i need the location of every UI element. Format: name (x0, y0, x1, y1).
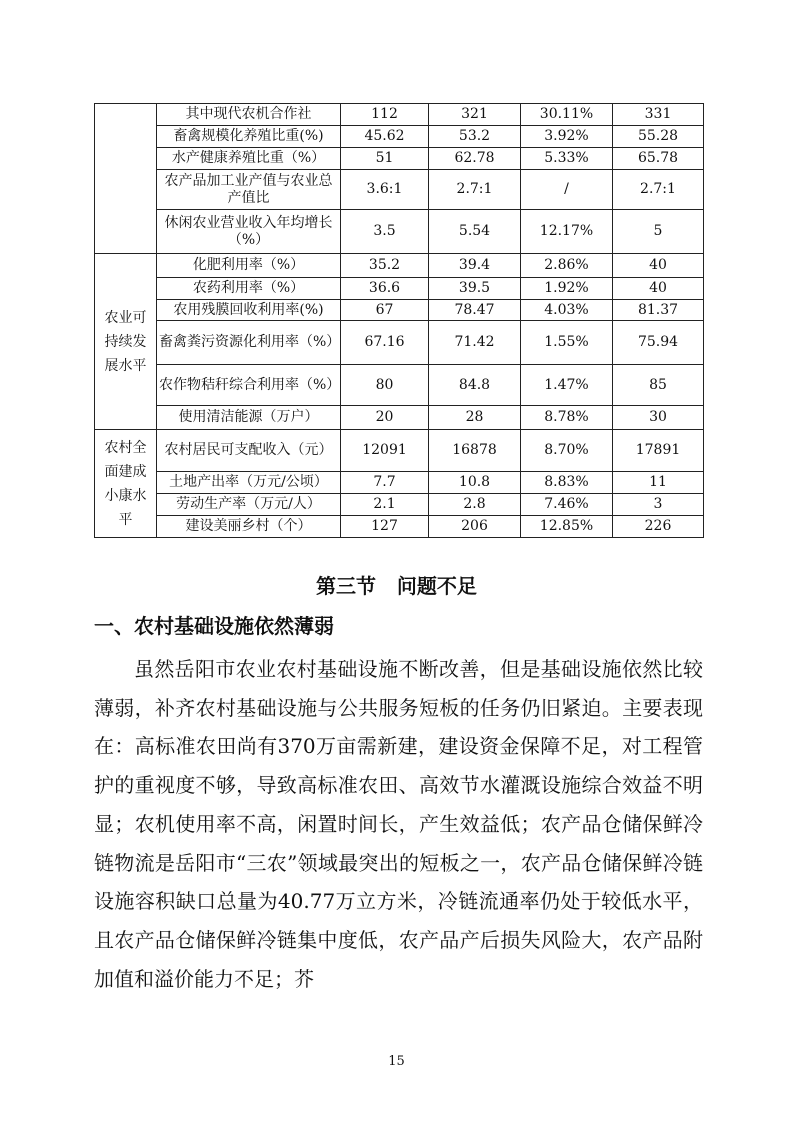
value-cell: 20 (341, 406, 429, 430)
growth-rate-cell: 8.83% (521, 472, 613, 494)
growth-rate-cell: 1.55% (521, 321, 613, 365)
value-cell: 2.1 (341, 494, 429, 516)
value-cell: 28 (429, 406, 521, 430)
category-cell: 农村全面建成小康水平 (95, 430, 157, 538)
indicator-name: 农产品加工业产值与农业总产值比 (157, 170, 341, 210)
table-row (95, 104, 704, 126)
value-cell: 39.5 (429, 278, 521, 300)
growth-rate-cell: 12.85% (521, 516, 613, 538)
growth-rate-cell: 12.17% (521, 210, 613, 254)
indicator-name: 畜禽规模化养殖比重(%) (157, 126, 341, 148)
value-cell: 2.8 (429, 494, 521, 516)
target-value-cell: 65.78 (613, 148, 704, 170)
value-cell: 45.62 (341, 126, 429, 148)
growth-rate-cell: 7.46% (521, 494, 613, 516)
growth-rate-cell: 5.33% (521, 148, 613, 170)
table-row (95, 210, 704, 254)
value-cell: 10.8 (429, 472, 521, 494)
table-row (95, 406, 704, 430)
target-value-cell: 40 (613, 254, 704, 278)
value-cell: 71.42 (429, 321, 521, 365)
value-cell: 3.6:1 (341, 170, 429, 210)
growth-rate-cell: 2.86% (521, 254, 613, 278)
table-row (95, 365, 704, 406)
target-value-cell: 55.28 (613, 126, 704, 148)
table-row (95, 494, 704, 516)
table-row (95, 516, 704, 538)
value-cell: 67.16 (341, 321, 429, 365)
value-cell: 62.78 (429, 148, 521, 170)
value-cell: 35.2 (341, 254, 429, 278)
indicator-name: 水产健康养殖比重（%） (157, 148, 341, 170)
growth-rate-cell: 8.78% (521, 406, 613, 430)
indicator-name: 建设美丽乡村（个） (157, 516, 341, 538)
value-cell: 321 (429, 104, 521, 126)
growth-rate-cell: 8.70% (521, 430, 613, 472)
growth-rate-cell: 1.92% (521, 278, 613, 300)
indicator-name: 畜禽粪污资源化利用率（%） (157, 321, 341, 365)
section-title: 第三节 问题不足 (316, 574, 477, 598)
growth-rate-cell: 3.92% (521, 126, 613, 148)
target-value-cell: 226 (613, 516, 704, 538)
value-cell: 36.6 (341, 278, 429, 300)
indicator-name: 化肥利用率（%） (157, 254, 341, 278)
target-value-cell: 2.7:1 (613, 170, 704, 210)
value-cell: 53.2 (429, 126, 521, 148)
table-row (95, 300, 704, 321)
target-value-cell: 40 (613, 278, 704, 300)
target-value-cell: 3 (613, 494, 704, 516)
value-cell: 112 (341, 104, 429, 126)
indicator-name: 农作物秸秆综合利用率（%） (157, 365, 341, 406)
growth-rate-cell: 4.03% (521, 300, 613, 321)
indicator-name: 农药利用率（%） (157, 278, 341, 300)
table-row (95, 430, 704, 472)
table-row (95, 321, 704, 365)
table-row (95, 254, 704, 278)
value-cell: 12091 (341, 430, 429, 472)
value-cell: 78.47 (429, 300, 521, 321)
value-cell: 80 (341, 365, 429, 406)
indicator-name: 农村居民可支配收入（元） (157, 430, 341, 472)
indicator-name: 劳动生产率（万元/人） (157, 494, 341, 516)
value-cell: 5.54 (429, 210, 521, 254)
indicator-name: 其中现代农机合作社 (157, 104, 341, 126)
target-value-cell: 5 (613, 210, 704, 254)
subheading: 一、农村基础设施依然薄弱 (94, 614, 334, 638)
page-number: 15 (388, 1054, 405, 1069)
target-value-cell: 85 (613, 365, 704, 406)
table-row (95, 126, 704, 148)
table-row (95, 148, 704, 170)
value-cell: 3.5 (341, 210, 429, 254)
category-cell-empty (95, 104, 157, 254)
value-cell: 127 (341, 516, 429, 538)
target-value-cell: 75.94 (613, 321, 704, 365)
indicator-name: 使用清洁能源（万户） (157, 406, 341, 430)
table-row (95, 170, 704, 210)
value-cell: 51 (341, 148, 429, 170)
growth-rate-cell: 30.11% (521, 104, 613, 126)
value-cell: 7.7 (341, 472, 429, 494)
value-cell: 84.8 (429, 365, 521, 406)
target-value-cell: 17891 (613, 430, 704, 472)
body-paragraph: 虽然岳阳市农业农村基础设施不断改善，但是基础设施依然比较薄弱，补齐农村基础设施与公共服务短板的任务仍旧紧迫。主要表现在：高标准农田尚有370万亩需新建，建设资金保障不足，对工程管护的重视度不够，导致高标准农田、高效节水灌溉设施综合效益不明显；农机使用率不高，闲置时间长，产生效益低；农产品仓储保鲜冷链物流是岳阳市“三农”领域最突出的短板之一，农产品仓储保鲜冷链设施容积缺口总量为40.77万立方米，冷链流通率仍处于较低水平，且农产品仓储保鲜冷链集中度低，农产品产后损失风险大，农产品附加值和溢价能力不足；芥 (94, 657, 703, 991)
indicator-table (94, 103, 704, 538)
growth-rate-cell: 1.47% (521, 365, 613, 406)
indicator-name: 休闲农业营业收入年均增长（%） (157, 210, 341, 254)
value-cell: 67 (341, 300, 429, 321)
value-cell: 206 (429, 516, 521, 538)
category-cell: 农业可持续发展水平 (95, 254, 157, 430)
indicator-name: 土地产出率（万元/公顷） (157, 472, 341, 494)
target-value-cell: 11 (613, 472, 704, 494)
growth-rate-cell: / (521, 170, 613, 210)
target-value-cell: 331 (613, 104, 704, 126)
value-cell: 39.4 (429, 254, 521, 278)
table-row (95, 472, 704, 494)
target-value-cell: 30 (613, 406, 704, 430)
table-row (95, 278, 704, 300)
target-value-cell: 81.37 (613, 300, 704, 321)
value-cell: 16878 (429, 430, 521, 472)
indicator-name: 农用残膜回收利用率(%) (157, 300, 341, 321)
value-cell: 2.7:1 (429, 170, 521, 210)
